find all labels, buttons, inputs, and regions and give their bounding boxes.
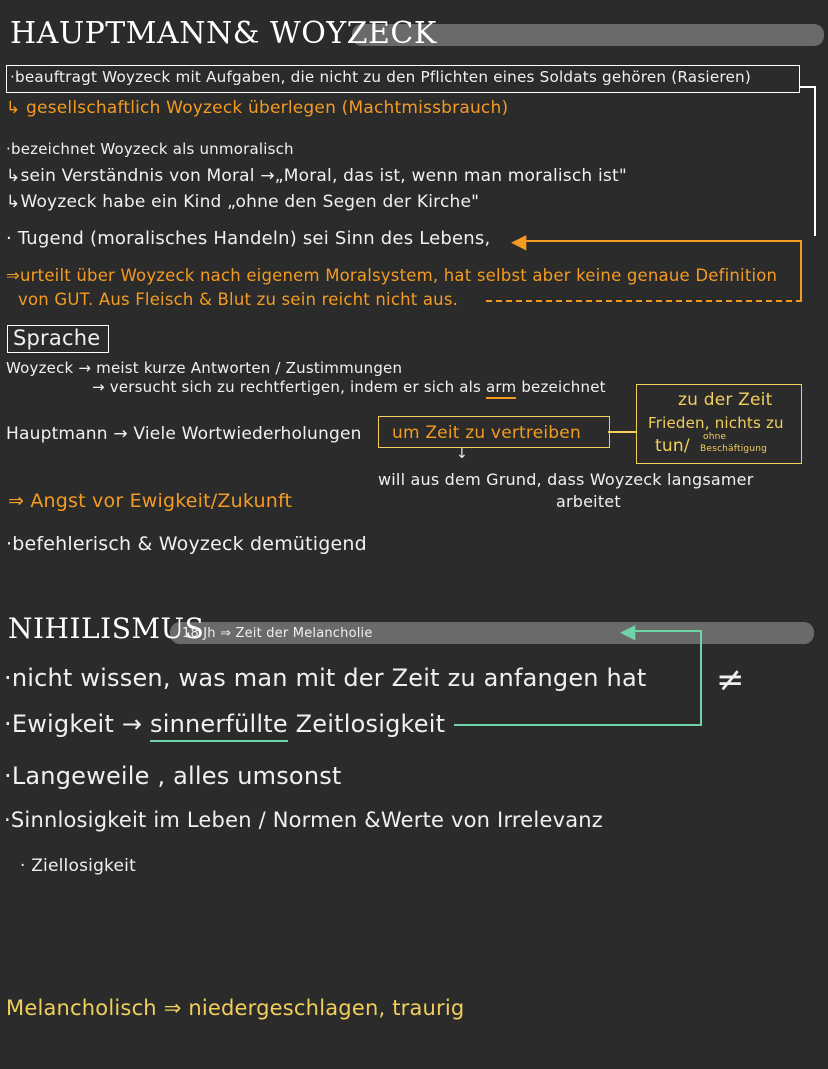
- side-note-text: tun/: [655, 436, 690, 456]
- text-fragment: ·Ewigkeit →: [4, 710, 143, 738]
- text-fragment-sinnerfuellte: sinnerfüllte: [150, 710, 288, 742]
- text-line: ·nicht wissen, was man mit der Zeit zu anfangen hat: [4, 664, 647, 692]
- text-line: ⇒urteilt über Woyzeck nach eigenem Moralsystem, hat selbst aber keine genaue Definition: [6, 266, 778, 285]
- text-fragment: → versucht sich zu rechtfertigen, indem er sich als: [92, 378, 482, 396]
- melancholisch-line: Melancholisch ⇒ niedergeschlagen, traurig: [6, 996, 465, 1020]
- arrow-line: [520, 240, 802, 242]
- reason-box-text: um Zeit zu vertreiben: [392, 423, 581, 443]
- section-title-nihilismus: NIHILISMUS: [8, 612, 205, 645]
- text-line: · Tugend (moralisches Handeln) sei Sinn des Lebens,: [6, 228, 491, 249]
- text-line: ↳sein Verständnis von Moral →„Moral, das ist, wenn man moralisch ist": [6, 166, 627, 186]
- side-note-text: zu der Zeit: [678, 390, 773, 410]
- arrow-line: [800, 240, 802, 300]
- text-line: · Ziellosigkeit: [20, 856, 136, 876]
- side-note-small: Beschäftigung: [700, 444, 768, 454]
- sprache-heading: Sprache: [13, 326, 101, 350]
- text-fragment: Zeitlosigkeit: [295, 710, 446, 738]
- dash-line: [486, 300, 802, 302]
- text-line: ⇒ Angst vor Ewigkeit/Zukunft: [8, 490, 293, 512]
- side-note-text: Frieden, nichts zu: [648, 414, 784, 432]
- text-line: arbeitet: [556, 492, 621, 511]
- text-line: von GUT. Aus Fleisch & Blut zu sein reicht nicht aus.: [18, 290, 459, 309]
- section-subtitle: 18 Jh ⇒ Zeit der Melancholie: [182, 626, 373, 641]
- not-equal-sign: ≠: [716, 660, 745, 700]
- text-line: Hauptmann → Viele Wortwiederholungen: [6, 424, 362, 444]
- arrow-down-icon: ↓: [456, 446, 468, 462]
- side-note-small: ohne: [703, 432, 727, 442]
- text-line: ·befehlerisch & Woyzeck demütigend: [6, 533, 367, 555]
- connector-line: [608, 431, 636, 433]
- text-line: ↳ gesellschaftlich Woyzeck überlegen (Machtmissbrauch): [6, 98, 509, 118]
- bracket-line: [630, 630, 702, 632]
- section-title-hauptmann-woyzeck: HAUPTMANN& WOYZECK: [10, 16, 437, 51]
- text-line: ·Sinnlosigkeit im Leben / Normen &Werte von Irrelevanz: [4, 808, 603, 832]
- text-line: Woyzeck → meist kurze Antworten / Zustimmungen: [6, 359, 403, 377]
- connector-line: [814, 86, 816, 236]
- bracket-line: [454, 724, 702, 726]
- text-line: [4, 710, 445, 738]
- text-line: ·Langeweile , alles umsonst: [4, 762, 342, 790]
- bracket-line: [700, 630, 702, 726]
- text-line: ·bezeichnet Woyzeck als unmoralisch: [6, 140, 294, 158]
- arrow-head-icon: ◀: [620, 619, 636, 643]
- text-line: will aus dem Grund, dass Woyzeck langsamer: [378, 470, 754, 489]
- text-line: ↳Woyzeck habe ein Kind „ohne den Segen der Kirche": [6, 192, 480, 212]
- text-fragment-arm: arm: [486, 378, 516, 399]
- arrow-head-icon: ◀: [511, 229, 527, 253]
- text-fragment: bezeichnet: [521, 378, 606, 396]
- text-line: [92, 378, 606, 396]
- text-line: ·beauftragt Woyzeck mit Aufgaben, die nicht zu den Pflichten eines Soldats gehören (Rasieren): [10, 68, 751, 86]
